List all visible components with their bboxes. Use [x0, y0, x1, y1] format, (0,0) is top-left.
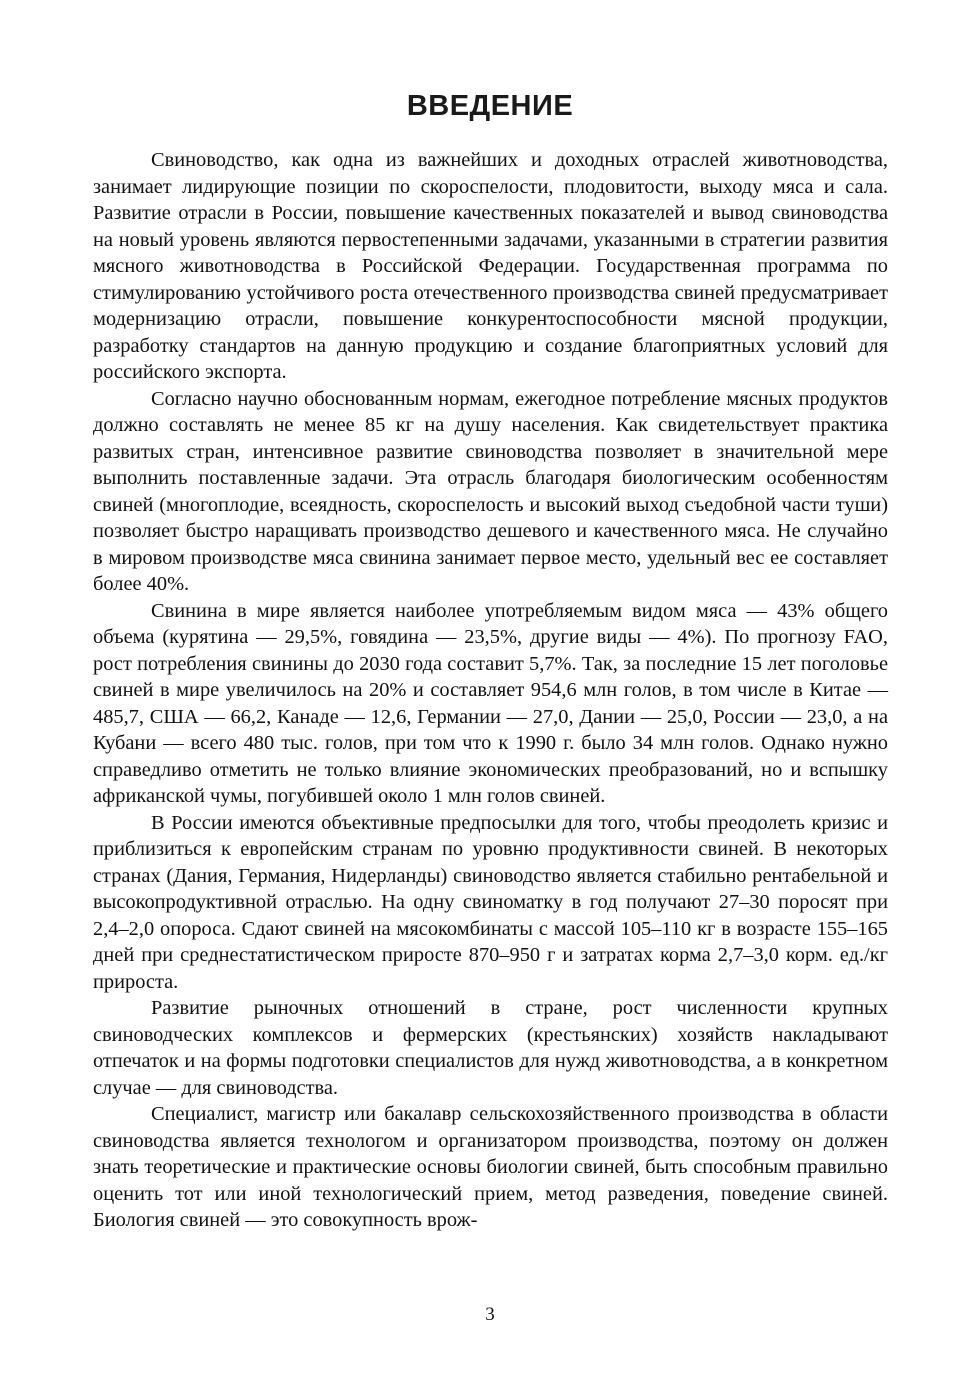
- paragraph: Развитие рыночных отношений в стране, рост численности крупных свиноводческих комплексов и фермерских (крестьянских) хозяйств накладывают отпечаток и на формы подготовки специалистов для нужд животноводства, а в конкретном случае — для свиноводства.: [93, 997, 888, 1099]
- page-number: 3: [485, 1304, 495, 1325]
- body-text: [93, 147, 888, 1234]
- paragraph: В России имеются объективные предпосылки для того, чтобы преодолеть кризис и приблизиться к европейским странам по уровню продуктивности свиней. В некоторых странах (Дания, Германия, Нидерланды) свиноводство является стабильно рентабельной и высокопродуктивной отраслью. На одну свиноматку в год получают 27–30 поросят при 2,4–2,0 опороса. Сдают свиней на мясокомбинаты с массой 105–110 кг в возрасте 155–165 дней при среднестатистическом приросте 870–950 г и затратах корма 2,7–3,0 корм. ед./кг прироста.: [93, 811, 888, 993]
- paragraph: Свиноводство, как одна из важнейших и доходных отраслей животноводства, занимает лидирующие позиции по скороспелости, плодовитости, выходу мяса и сала. Развитие отрасли в России, повышение качественных показателей и вывод свиноводства на новый уровень являются первостепенными задачами, указанными в стратегии развития мясного животноводства в Российской Федерации. Государственная программа по стимулированию устойчивого роста отечественного производства свиней предусматривает модернизацию отрасли, повышение конкурентоспособности мясной продукции, разработку стандартов на данную продукцию и создание благоприятных условий для российского экспорта.: [93, 149, 888, 383]
- paragraph: Свинина в мире является наиболее употребляемым видом мяса — 43% общего объема (курятина — 29,5%, говядина — 23,5%, другие виды — 4%). По прогнозу FAO, рост потребления свинины до 2030 года составит 5,7%. Так, за последние 15 лет поголовье свиней в мире увеличилось на 20% и составляет 954,6 млн голов, в том числе в Китае — 485,7, США — 66,2, Канаде — 12,6, Германии — 27,0, Дании — 25,0, России — 23,0, а на Кубани — всего 480 тыс. голов, при том что к 1990 г. было 34 млн голов. Однако нужно справедливо отметить не только влияние экономических преобразований, но и вспышку африканской чумы, погубившей около 1 млн голов свиней.: [93, 599, 888, 807]
- page-title: ВВЕДЕНИЕ: [406, 90, 574, 122]
- paragraph: Согласно научно обоснованным нормам, ежегодное потребление мясных продуктов должно составлять не менее 85 кг на душу населения. Как свидетельствует практика развитых стран, интенсивное развитие свиноводства позволяет в значительной мере выполнить поставленные задачи. Эта отрасль благодаря биологическим особенностям свиней (многоплодие, всеядность, скороспелость и высокий выход съедобной части туши) позволяет быстро наращивать производство дешевого и качественного мяса. Не случайно в мировом производстве мяса свинина занимает первое место, удельный вес ее составляет более 40%.: [93, 387, 888, 595]
- paragraph: Специалист, магистр или бакалавр сельскохозяйственного производства в области свиноводства является технологом и организатором производства, поэтому он должен знать теоретические и практические основы биологии свиней, быть способным правильно оценить тот или иной технологический прием, метод разведения, поведение свиней. Биология свиней — это совокупность врож-: [93, 1103, 888, 1231]
